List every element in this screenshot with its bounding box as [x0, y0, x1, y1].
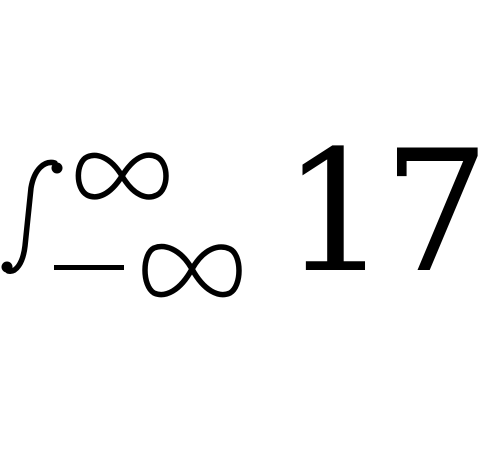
upper-limit-text: [0, 0, 1, 1]
infinity-symbol: [145, 247, 239, 295]
integral-symbol-text: [0, 0, 1, 1]
integrand-number: 17: [282, 114, 484, 310]
minus-sign: [54, 265, 124, 270]
lower-limit-negative-infinity: [54, 236, 246, 302]
lower-limit-text: [0, 0, 1, 1]
upper-limit-infinity: [70, 150, 174, 202]
